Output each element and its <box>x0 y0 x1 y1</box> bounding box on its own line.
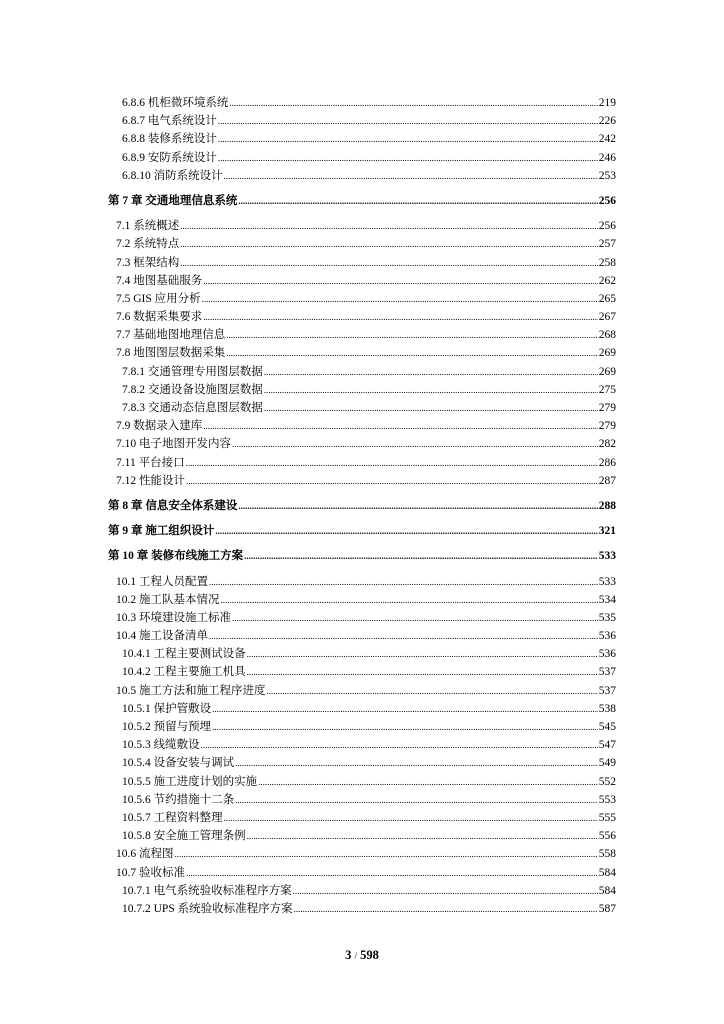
toc-dot-leader <box>264 399 598 417</box>
toc-dot-leader <box>212 718 598 736</box>
toc-entry[interactable] <box>108 254 616 272</box>
toc-entry[interactable] <box>108 112 616 130</box>
toc-entry-title: 10.4.2 工程主要施工机具 <box>122 666 246 679</box>
toc-dot-leader <box>203 417 598 435</box>
toc-entry[interactable] <box>108 791 616 809</box>
toc-dot-leader <box>175 845 598 863</box>
toc-entry-title: 10.7.2 UPS 系统验收标准程序方案 <box>122 902 293 915</box>
toc-entry-title: 第 9 章 施工组织设计 <box>108 525 215 538</box>
toc-dot-leader <box>201 736 598 754</box>
toc-dot-leader <box>186 864 598 882</box>
page-number-separator: / <box>354 951 357 961</box>
toc-dot-leader <box>232 609 598 627</box>
toc-entry-page: 219 <box>598 97 616 109</box>
toc-entry-page: 534 <box>598 593 616 606</box>
toc-entry-page: 226 <box>598 115 616 128</box>
toc-entry-title: 10.4.1 工程主要测试设备 <box>122 648 246 661</box>
toc-dot-leader <box>238 192 597 210</box>
toc-entry-page: 287 <box>598 474 616 487</box>
toc-entry-title: 7.8.1 交通管理专用图层数据 <box>122 365 263 378</box>
toc-dot-leader <box>232 435 598 453</box>
toc-entry[interactable] <box>108 454 616 472</box>
toc-entry[interactable] <box>108 363 616 381</box>
toc-entry-page: 537 <box>598 666 616 679</box>
toc-entry[interactable] <box>108 417 616 435</box>
toc-entry[interactable] <box>108 809 616 827</box>
toc-entry[interactable] <box>108 149 616 167</box>
toc-entry-page: 258 <box>598 256 616 269</box>
toc-entry[interactable] <box>108 94 616 112</box>
toc-dot-leader <box>203 308 598 326</box>
toc-entry-title: 7.1 系统概述 <box>116 220 180 233</box>
toc-entry-page: 556 <box>598 830 616 843</box>
toc-dot-leader <box>267 682 598 700</box>
toc-entry-title: 10.5 施工方法和施工程序进度 <box>116 684 266 697</box>
toc-chapter-entry[interactable] <box>108 192 616 210</box>
toc-entry-page: 545 <box>598 721 616 733</box>
toc-entry-page: 279 <box>598 402 616 414</box>
toc-entry-page: 286 <box>598 456 616 469</box>
toc-entry-page: 246 <box>598 151 616 164</box>
toc-entry-title: 10.6 流程图 <box>116 848 174 861</box>
toc-entry-title: 6.8.9 安防系统设计 <box>122 151 217 164</box>
toc-dot-leader <box>209 627 598 645</box>
toc-entry-page: 257 <box>598 238 616 251</box>
toc-dot-leader <box>226 344 598 362</box>
toc-entry-page: 242 <box>598 133 616 146</box>
toc-entry[interactable] <box>108 736 616 754</box>
toc-entry-page: 552 <box>598 775 616 788</box>
toc-entry-page: 275 <box>598 383 616 396</box>
toc-dot-leader <box>247 645 598 663</box>
toc-dot-leader <box>221 591 598 609</box>
toc-entry[interactable] <box>108 573 616 591</box>
toc-entry[interactable] <box>108 663 616 681</box>
toc-dot-leader <box>218 130 598 148</box>
toc-entry-page: 256 <box>598 220 616 233</box>
toc-chapter-entry[interactable] <box>108 497 616 515</box>
toc-dot-leader <box>218 149 598 167</box>
toc-entry[interactable] <box>108 435 616 453</box>
toc-entry-page: 533 <box>598 575 616 588</box>
toc-dot-leader <box>258 773 598 791</box>
toc-entry-title: 7.8.3 交通动态信息图层数据 <box>122 402 263 414</box>
toc-entry-title: 10.5.2 预留与预埋 <box>122 721 212 733</box>
toc-entry-title: 7.11 平台接口 <box>116 456 185 469</box>
toc-entry-page: 253 <box>598 169 616 182</box>
toc-entry-title: 7.12 性能设计 <box>116 474 185 487</box>
toc-entry-page: 279 <box>598 420 616 433</box>
toc-dot-leader <box>235 791 598 809</box>
toc-dot-leader <box>218 112 598 130</box>
toc-entry-title: 10.5.6 节约措施十二条 <box>122 793 235 806</box>
toc-entry-page: 269 <box>598 365 616 378</box>
toc-entry-title: 6.8.6 机柜微环境系统 <box>122 97 229 109</box>
toc-dot-leader <box>212 700 598 718</box>
toc-dot-leader <box>264 381 598 399</box>
toc-entry-page: 265 <box>598 292 616 305</box>
toc-entry-page: 282 <box>598 438 616 451</box>
toc-entry[interactable] <box>108 627 616 645</box>
toc-entry-page: 553 <box>598 793 616 806</box>
toc-entry-page: 262 <box>598 274 616 287</box>
toc-entry[interactable] <box>108 754 616 772</box>
toc-dot-leader <box>224 167 598 185</box>
toc-entry-title: 10.5.4 设备安装与调试 <box>122 757 235 770</box>
toc-entry-title: 7.8 地图图层数据采集 <box>116 347 226 360</box>
toc-entry-title: 10.5.5 施工进度计划的实施 <box>122 775 258 788</box>
toc-entry-title: 7.2 系统特点 <box>116 238 180 251</box>
toc-entry-page: 269 <box>598 347 616 360</box>
toc-dot-leader <box>180 254 598 272</box>
toc-entry-title: 10.7.1 电气系统验收标准程序方案 <box>122 884 292 897</box>
toc-chapter-entry[interactable] <box>108 522 616 540</box>
toc-chapter-entry[interactable] <box>108 547 616 565</box>
toc-entry-page: 537 <box>598 684 616 697</box>
toc-dot-leader <box>203 272 598 290</box>
toc-entry-title: 6.8.10 消防系统设计 <box>122 169 223 182</box>
toc-entry-page: 256 <box>598 194 616 207</box>
toc-entry[interactable] <box>108 591 616 609</box>
toc-entry[interactable] <box>108 773 616 791</box>
toc-entry-title: 第 7 章 交通地理信息系统 <box>108 194 238 207</box>
toc-entry[interactable] <box>108 326 616 344</box>
toc-dot-leader <box>186 472 598 490</box>
toc-entry[interactable] <box>108 718 616 736</box>
toc-entry-title: 10.7 验收标准 <box>116 866 185 879</box>
toc-entry-title: 10.5.7 工程资料整理 <box>122 811 223 824</box>
toc-dot-leader <box>244 547 598 565</box>
toc-dot-leader <box>180 235 598 253</box>
toc-entry-title: 第 10 章 装修布线施工方案 <box>108 550 244 563</box>
toc-dot-leader <box>215 522 597 540</box>
toc-entry-title: 7.8.2 交通设备设施图层数据 <box>122 383 263 396</box>
toc-entry[interactable] <box>108 645 616 663</box>
toc-entry[interactable] <box>108 290 616 308</box>
toc-dot-leader <box>180 217 598 235</box>
toc-entry-page: 584 <box>598 884 616 897</box>
toc-entry-title: 10.4 施工设备清单 <box>116 630 208 643</box>
toc-entry-title: 7.3 框架结构 <box>116 256 180 269</box>
toc-entry-title: 10.1 工程人员配置 <box>116 575 208 588</box>
toc-entry[interactable] <box>108 864 616 882</box>
toc-dot-leader <box>226 326 598 344</box>
toc-dot-leader <box>202 290 598 308</box>
toc-entry-title: 7.6 数据采集要求 <box>116 311 203 324</box>
table-of-contents <box>108 94 616 918</box>
toc-entry-page: 584 <box>598 866 616 879</box>
toc-dot-leader <box>224 809 598 827</box>
toc-entry[interactable] <box>108 700 616 718</box>
toc-dot-leader <box>247 663 598 681</box>
toc-entry-title: 7.5 GIS 应用分析 <box>116 292 201 305</box>
toc-entry[interactable] <box>108 682 616 700</box>
toc-entry-title: 7.10 电子地图开发内容 <box>116 438 231 451</box>
toc-entry-title: 10.5.1 保护管敷设 <box>122 702 212 715</box>
toc-entry[interactable] <box>108 882 616 900</box>
toc-entry-page: 288 <box>598 499 616 512</box>
toc-entry-page: 268 <box>598 329 616 342</box>
toc-entry[interactable] <box>108 381 616 399</box>
toc-entry[interactable] <box>108 217 616 235</box>
toc-dot-leader <box>209 573 598 591</box>
toc-dot-leader <box>264 363 598 381</box>
toc-entry[interactable] <box>108 272 616 290</box>
toc-entry-page: 587 <box>598 902 616 915</box>
toc-dot-leader <box>186 454 598 472</box>
toc-entry[interactable] <box>108 472 616 490</box>
toc-entry-title: 10.5.3 线缆敷设 <box>122 739 200 752</box>
toc-dot-leader <box>229 94 597 112</box>
toc-entry-title: 7.4 地图基础服务 <box>116 274 203 287</box>
toc-entry-title: 7.9 数据录入建库 <box>116 420 203 433</box>
current-page-number: 3 <box>345 948 352 962</box>
toc-entry-page: 536 <box>598 648 616 661</box>
toc-entry[interactable] <box>108 399 616 417</box>
toc-entry[interactable] <box>108 130 616 148</box>
toc-entry-title: 6.8.8 装修系统设计 <box>122 133 217 146</box>
toc-entry[interactable] <box>108 235 616 253</box>
toc-entry-page: 535 <box>598 611 616 624</box>
toc-entry-title: 6.8.7 电气系统设计 <box>122 115 217 128</box>
toc-entry[interactable] <box>108 308 616 326</box>
toc-entry[interactable] <box>108 344 616 362</box>
toc-entry-page: 547 <box>598 739 616 752</box>
toc-entry-page: 321 <box>598 525 616 538</box>
toc-entry[interactable] <box>108 167 616 185</box>
toc-entry-page: 538 <box>598 702 616 715</box>
toc-entry-page: 533 <box>598 550 616 563</box>
toc-entry-title: 10.3 环境建设施工标准 <box>116 611 231 624</box>
toc-entry[interactable] <box>108 609 616 627</box>
toc-entry[interactable] <box>108 900 616 918</box>
toc-entry-title: 第 8 章 信息安全体系建设 <box>108 499 238 512</box>
toc-entry-title: 10.5.8 安全施工管理条例 <box>122 830 246 843</box>
toc-dot-leader <box>235 754 598 772</box>
toc-entry-title: 7.7 基础地图地理信息 <box>116 329 226 342</box>
toc-dot-leader <box>238 497 597 515</box>
toc-entry[interactable] <box>108 845 616 863</box>
page-number-footer <box>0 948 724 963</box>
total-page-count: 598 <box>360 948 379 962</box>
toc-entry-page: 549 <box>598 757 616 770</box>
toc-entry-page: 555 <box>598 811 616 824</box>
toc-entry-page: 536 <box>598 630 616 643</box>
toc-dot-leader <box>294 900 598 918</box>
toc-dot-leader <box>293 882 598 900</box>
toc-dot-leader <box>247 827 598 845</box>
toc-entry-page: 267 <box>598 311 616 324</box>
toc-entry-title: 10.2 施工队基本情况 <box>116 593 220 606</box>
toc-entry-page: 558 <box>598 848 616 861</box>
toc-entry[interactable] <box>108 827 616 845</box>
